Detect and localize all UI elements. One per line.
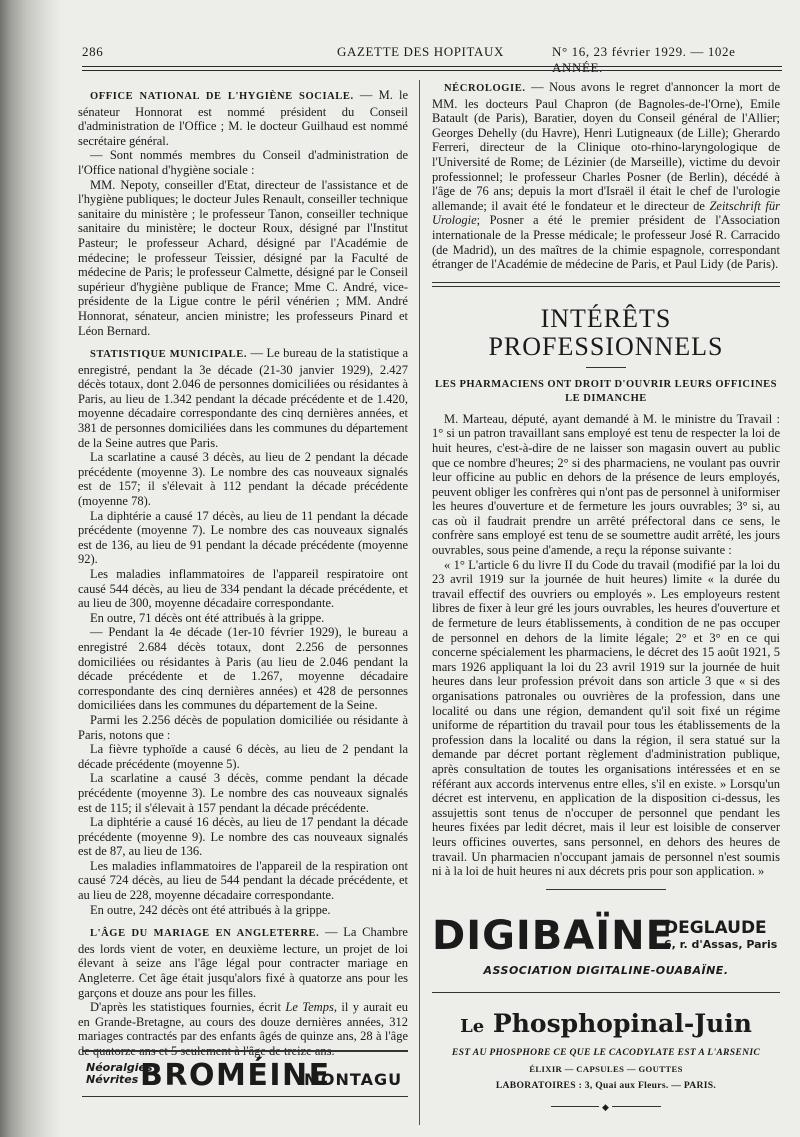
column-separator [419,80,420,1125]
book-spine-shadow [0,0,62,1137]
right-column [432,80,780,1107]
mariage-p2-a: D'après les statistiques fournies, écrit [90,1000,286,1015]
stat-p12: En outre, 242 décès ont été attribués à la grippe. [90,902,331,917]
phosphopinal-tagline: EST AU PHOSPHORE CE QUE LE CACODYLATE EST A L'ARSENIC [451,1046,761,1058]
title-rule [586,367,626,368]
necro-p1-journal: Zeitschrift für Urologie [432,198,780,228]
article-subtitle-line-2: LE DIMANCHE [565,392,647,404]
stat-p3: La diphtérie a causé 17 décès, au lieu de 11 pendant la décade précédente (moyenne 7). Le nombre des cas nouveaux signalés est de 136, au lieu de 91 pendant la décade précédente (moyenne 92). [78,508,408,567]
necro-p1-b: ; Posner a été le premier président de l'Association internationale de la Presse médicale; le professeur José R. Carracido (de Madrid), un des maîtres de la chimie espagnole, correspondant étranger de l'Académie de médecine de Paris, et Paul Lidy (de Paris). [432,213,780,272]
necro-lead: NÉCROLOGIE. [444,83,526,94]
section-title: INTÉRÊTS PROFESSIONNELS [488,303,724,361]
stat-p2: La scarlatine a causé 3 décès, au lieu de 2 pendant la décade précédente (moyenne 3). Le nombre des cas nouveaux signalés est de 157; il s'élevait à 112 pendant la décade précédente (moyenne 78). [78,450,408,509]
issue-info: N° 16, 23 février 1929. — 102e ANNÉE. [552,44,736,75]
article-subtitle-line-1: LES PHARMACIENS ONT DROIT D'OUVRIR LEURS OFFICINES [435,378,777,390]
digibaine-maker: DEGLAUDE [664,917,767,938]
phosphopinal-brand-line [432,1009,780,1042]
necro-p1-a: — Nous avons le regret d'annoncer la mort de MM. les docteurs Paul Chapron (de Bagnoles-de-l'Orne), Emile Batault (de Paris), Baratier, doyen du Conseil général de l'Allier; Georges Dehelly (du Havre), Henri Lutigneaux (de Lille); Gherardo Ferreri, directeur de la Clinique oto-rhino-laryngologique de l'Université de Rome; de Lézinier (de Marseille), victime du devoir professionnel; le professeur Charles Posner (de Berlin), décédé à l'âge de 76 ans; depuis la mort d'Israël il était le chef de l'urologie allemande; il avait été le fondateur et le directeur de [432,80,780,213]
stat-p8: La fièvre typhoïde a causé 6 décès, au lieu de 2 pendant la décade précédente (moyenne 5). [78,742,408,771]
stat-p6: — Pendant la 4e décade (1er-10 février 1929), le bureau a enregistré 2.684 décès totaux, dont 2.256 de personnes domiciliées ou résidantes à Paris (au lieu de 2.046 pendant la décade précédente et de 1.267, moyenne décadaire correspondante des cinq dernières années) et 428 de personnes domiciliées dans les communes du département de la Seine. [78,625,408,713]
digibaine-tagline: ASSOCIATION DIGITALINE-OUABAÏNE. [483,963,729,977]
stat-lead: STATISTIQUE MUNICIPALE. [90,349,248,361]
article-subtitle [432,378,780,406]
ad-indication-2: Névrites [86,1073,139,1086]
phosphopinal-brand: Phosphopinal-Juin [492,1008,752,1038]
digibaine-brand: DIGIBAÏNE [432,912,674,959]
mariage-p2-b: , il y aurait eu en Grande-Bretagne, au cours des douze dernières années, 312 mariages contractés par des enfants âgés de quinze ans, 28 à l'âge de quatorze ans et 5 seulement à l'âge de treize ans. [78,1000,408,1058]
header-rule-2 [82,70,782,71]
phosphopinal-products: ÉLIXIR — CAPSULES — GOUTTES [529,1064,683,1075]
ad-brand: BROMÉINE [140,1058,331,1093]
stat-p10: La diphtérie a causé 16 décès, au lieu de 17 pendant la décade précédente (moyenne 9). Le nombre des cas nouveaux signalés est de 87, au lieu de 136. [78,815,408,859]
stat-p1 [78,346,408,450]
page-header [82,44,782,75]
pharma-p1: M. Marteau, député, ayant demandé à M. le ministre du Travail : 1° si un patron travaillant sans employé est tenu de respecter la loi de huit heures, c'est-à-dire de ne laisser son magasin ouvert au public que ce nombre d'heures; 2° si des pharmaciens, ne voulant pas ouvrir leur officine au public en dehors de la présence de leurs employés, peuvent obliger les confrères qui n'ont pas de personnel à uniformiser les heures d'ouverture et de fermeture les jours ouvrables; 3° si, au cas où il faudrait prendre un arrêté préfectoral dans ce sens, le confrère sans employé est tenu de se soumettre audit arrêté, les jours ouvrables, sous peine d'amende, a reçu la réponse suivante : [432,411,780,558]
mariage-p2-newspaper: Le Temps [285,1000,334,1015]
stat-p11: Les maladies inflammatoires de l'appareil de la respiration ont causé 724 décès, au lieu de 544 pendant la décade précédente, et au lieu de 228, moyenne décadaire correspondante. [78,858,408,903]
section-rule [432,282,780,283]
pharma-p2: « 1° L'article 6 du livre II du Code du travail (modifié par la loi du 23 avril 1919 sur la journée de huit heures) limite « la durée du travail effectif des ouvriers ou employés ». Les employeurs restent libres de fixer à leur gré les jours ouvrables, les heures d'ouverture et de fermeture de leurs établissements, à condition de ne pas occuper de personnel en dehors de la limite légale; 2° et 3° en ce qui concerne spécialement les pharmaciens, le décret des 15 août 1921, 5 mars 1926 appliquant la loi du 23 avril 1919 sur la journée de huit heures dans leur profession prévoit dans son article 3 que « si des organisations patronales ou ouvrières de la profession, dans une localité ou dans une région, demandent qu'il soit fixé un régime uniforme de répartition du travail pour tous les établissements de la profession dans la localité ou dans la région, il sera statué sur la demande par décret portant règlement d'administration publique, après consultation de toutes les organisations intéressées et en se référant aux accords intervenus entre elles, s'il en existe. » Lorsqu'un décret est intervenu, en application de la disposition ci-dessus, les assujettis sont tenus de n'occuper de personnel que pendant les heures fixées par ledit décret, mais il leur est loisible de conserver leurs officines ouvertes, sans personnel, en dehors des heures de travail. Un pharmacien n'occupant jamais de personnel n'est soumis ni à la loi de huit heures ni aux décrets pris pour son application. » [432,557,780,879]
ornament-rule [551,1106,661,1107]
office-p2: — Sont nommés membres du Conseil d'administration de l'Office national d'hygiène sociale : [78,148,408,177]
header-rule [82,66,782,67]
bromeine-advertisement [82,1050,412,1098]
necro-p1 [432,80,780,272]
office-lead: OFFICE NATIONAL DE L'HYGIÈNE SOCIALE. [90,91,354,102]
stat-p9: La scarlatine a causé 3 décès, comme pendant la décade précédente (moyenne 3). Le nombre des cas nouveaux signalés est de 115; il s'élevait à 157 pendant la décade précédente. [78,771,408,815]
ad-rule [546,889,666,890]
left-column [78,88,408,1059]
digibaine-advertisement [432,908,780,986]
phosphopinal-advertisement [432,1009,780,1107]
office-p1-text: — M. le sénateur Honnorat est nommé président du Conseil d'administration de l'Office ; M. le docteur Guilhaud est nommé secrétaire général. [78,88,408,148]
ad-separator [432,992,780,993]
phosphopinal-laboratory: LABORATOIRES : 3, Quai aux Fleurs. — PARIS. [495,1079,717,1091]
journal-title: GAZETTE DES HOPITAUX [337,44,504,59]
stat-p7: Parmi les 2.256 décès de population domiciliée ou résidante à Paris, notons que : [78,712,408,742]
office-p3: MM. Nepoty, conseiller d'Etat, directeur de l'assistance et de l'hygiène publiques; le docteur Jules Renault, conseiller technique sanitaire du ministère ; le professeur Tanon, conseiller technique sanitaire du ministère; le docteur Roux, désigné par l'Institut Pasteur; le professeur Achard, désigné par l'Académie de médecine; le professeur Teissier, désigné par la Faculté de médecine de Paris; le professeur Calmette, désigné par le Conseil supérieur d'hygiène publique de France; Mme C. André, vice-présidente de la Ligue contre le péril vénérien ; MM. André Honnorat, sénateur, ancien ministre; les professeurs Pinard et Léon Bernard. [78,177,408,338]
mariage-lead: L'ÂGE DU MARIAGE EN ANGLETERRE. [90,928,320,940]
stat-p4: Les maladies inflammatoires de l'appareil respiratoire ont causé 544 décès, au lieu de 334 pendant la décade précédente, et au lieu de 300, moyenne décadaire correspondante. [78,567,408,611]
stat-p1-text: — Le bureau de la statistique a enregistré, pendant la 3e décade (21-30 janvier 1929), 2.427 décès totaux, dont 2.046 de personnes domiciliées ou résidantes à Paris, au lieu de 1.342 pendant la décade précédente et de 1.420, moyenne décadaire correspondante des cinq dernières années, et 381 de personnes domiciliées dans les communes du département de la Seine autres que Paris. [78,346,408,450]
digibaine-address: 6, r. d'Assas, Paris [664,937,778,951]
office-p1 [78,88,408,148]
stat-p5: En outre, 71 décès ont été attribués à la grippe. [90,610,325,625]
ad-indication-1: Néoralgies [86,1061,153,1074]
phosphopinal-article: Le [460,1015,485,1037]
mariage-p1 [78,925,408,1000]
ad-maker: MONTAGU [304,1070,403,1089]
mariage-p1-text: — La Chambre des lords vient de voter, en deuxième lecture, un projet de loi élevant à seize ans l'âge légal pour contracter mariage en Angleterre. Cet âge était jusqu'alors fixé à quatorze ans pour les garçons et douze ans pour les filles. [78,925,408,1000]
section-rule-2 [432,286,780,287]
page-number: 286 [82,44,104,59]
